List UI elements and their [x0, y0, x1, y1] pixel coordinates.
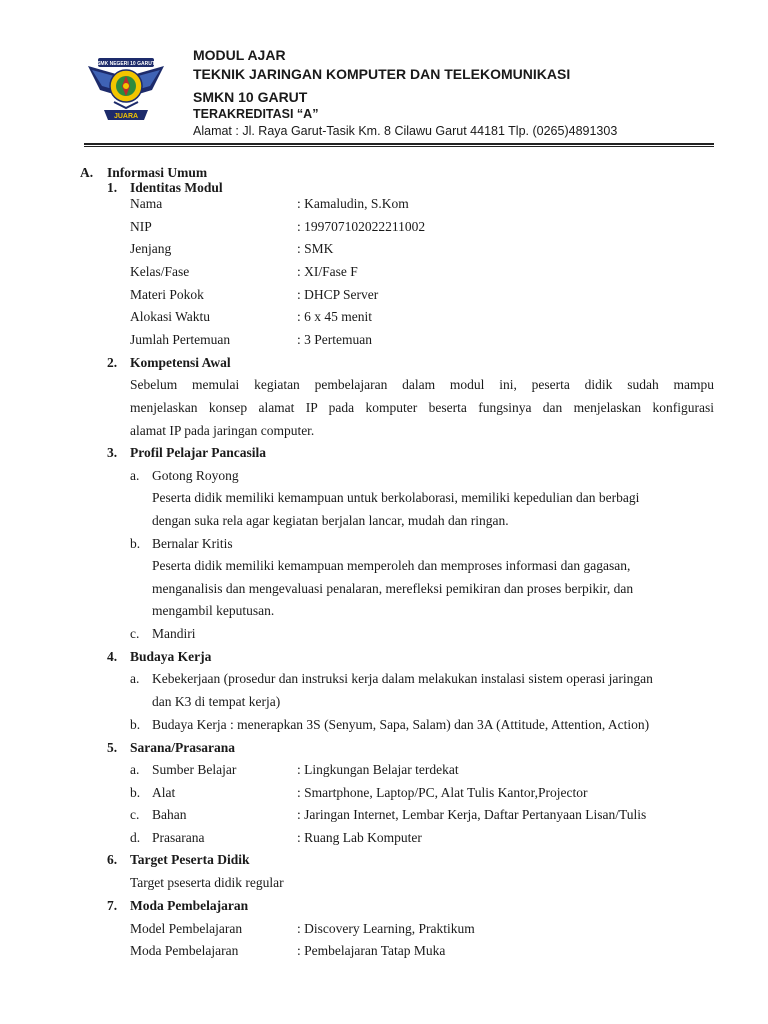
profil-item-line: dengan suka rela agar kegiatan berjalan lancar, mudah dan ringan.	[152, 513, 509, 528]
identitas-value: : 199707102022211002	[297, 219, 426, 234]
kompetensi-line: menjelaskan konsep alamat IP pada komputer beserta fungsinya dan menjelaskan konfigurasi	[130, 400, 714, 415]
sarana-item-label: Bahan	[152, 807, 187, 822]
identitas-value: : 3 Pertemuan	[297, 332, 372, 347]
header-accreditation: TERAKREDITASI “A”	[193, 107, 319, 121]
budaya-item-letter: b.	[130, 717, 141, 732]
sarana-item-label: Prasarana	[152, 830, 205, 845]
identitas-value: : SMK	[297, 241, 334, 256]
header-title: MODUL AJAR	[193, 47, 286, 63]
kompetensi-line: Sebelum memulai kegiatan pembelajaran dalam modul ini, peserta didik sudah mampu	[130, 377, 714, 392]
identitas-label: Alokasi Waktu	[130, 309, 211, 324]
sarana-item-letter: a.	[130, 762, 140, 777]
sarana-item-letter: c.	[130, 807, 140, 822]
profil-item-line: Peserta didik memiliki kemampuan memperoleh dan memproses informasi dan gagasan,	[152, 558, 631, 573]
sarana-number: 5.	[107, 740, 118, 755]
budaya-item-line: dan K3 di tempat kerja)	[152, 694, 281, 709]
kompetensi-line: alamat IP pada jaringan computer.	[130, 423, 315, 438]
moda-number: 7.	[107, 898, 118, 913]
identitas-number: 1.	[107, 180, 118, 195]
identitas-value: : 6 x 45 menit	[297, 309, 372, 324]
identitas-value: : Kamaludin, S.Kom	[297, 196, 409, 211]
budaya-item-letter: a.	[130, 671, 140, 686]
identitas-value: : XI/Fase F	[297, 264, 358, 279]
profil-item-label: Gotong Royong	[152, 468, 239, 483]
sarana-item-value: : Jaringan Internet, Lembar Kerja, Daftar Pertanyaan Lisan/Tulis	[297, 807, 647, 822]
school-logo	[86, 56, 166, 126]
identitas-label: Jenjang	[130, 241, 172, 256]
document-header	[0, 0, 768, 150]
budaya-item-line: Kebekerjaan (prosedur dan instruksi kerja dalam melakukan instalasi sistem operasi jaringan	[152, 671, 653, 686]
profil-title: Profil Pelajar Pancasila	[130, 445, 266, 460]
profil-item-line: menganalisis dan mengevaluasi penalaran, merefleksi pemikiran dan proses berpikir, dan	[152, 581, 634, 596]
sarana-item-letter: b.	[130, 785, 141, 800]
identitas-title: Identitas Modul	[130, 180, 223, 195]
identitas-label: Materi Pokok	[130, 287, 204, 302]
target-text: Target pseserta didik regular	[130, 875, 284, 890]
profil-item-label: Bernalar Kritis	[152, 536, 233, 551]
budaya-title: Budaya Kerja	[130, 649, 212, 664]
budaya-item-line: Budaya Kerja : menerapkan 3S (Senyum, Sapa, Salam) dan 3A (Attitude, Attention, Action)	[152, 717, 650, 732]
section-a-title: Informasi Umum	[107, 165, 208, 180]
budaya-number: 4.	[107, 649, 118, 664]
kompetensi-title: Kompetensi Awal	[130, 355, 231, 370]
sarana-item-label: Alat	[152, 785, 176, 800]
sarana-title: Sarana/Prasarana	[130, 740, 236, 755]
moda-title: Moda Pembelajaran	[130, 898, 249, 913]
sarana-item-value: : Lingkungan Belajar terdekat	[297, 762, 459, 777]
header-program: TEKNIK JARINGAN KOMPUTER DAN TELEKOMUNIKASI	[193, 66, 571, 82]
moda-label: Moda Pembelajaran	[130, 943, 239, 958]
logo-juara-text: JUARA	[113, 113, 139, 120]
sarana-item-letter: d.	[130, 830, 141, 845]
moda-label: Model Pembelajaran	[130, 921, 243, 936]
profil-item-letter: c.	[130, 626, 140, 641]
target-title: Target Peserta Didik	[130, 852, 250, 867]
logo-banner-text: SMK NEGERI 10 GARUT	[97, 61, 155, 67]
sarana-item-value: : Smartphone, Laptop/PC, Alat Tulis Kantor,Projector	[297, 785, 588, 800]
identitas-value: : DHCP Server	[297, 287, 379, 302]
identitas-label: Kelas/Fase	[130, 264, 190, 279]
identitas-label: NIP	[130, 219, 152, 234]
moda-value: : Discovery Learning, Praktikum	[297, 921, 475, 936]
profil-item-letter: a.	[130, 468, 140, 483]
identitas-label: Jumlah Pertemuan	[130, 332, 231, 347]
header-school: SMKN 10 GARUT	[193, 89, 308, 105]
kompetensi-number: 2.	[107, 355, 118, 370]
section-a-letter: A.	[80, 165, 94, 180]
profil-item-letter: b.	[130, 536, 141, 551]
sarana-item-value: : Ruang Lab Komputer	[297, 830, 422, 845]
moda-value: : Pembelajaran Tatap Muka	[297, 943, 446, 958]
header-divider	[84, 143, 714, 145]
profil-item-line: mengambil keputusan.	[152, 603, 275, 618]
header-divider-thin	[84, 146, 714, 147]
profil-item-label: Mandiri	[152, 626, 196, 641]
target-number: 6.	[107, 852, 118, 867]
profil-number: 3.	[107, 445, 118, 460]
profil-item-line: Peserta didik memiliki kemampuan untuk berkolaborasi, memiliki kepedulian dan berbagi	[152, 490, 640, 505]
header-address: Alamat : Jl. Raya Garut-Tasik Km. 8 Cilawu Garut 44181 Tlp. (0265)4891303	[193, 124, 618, 138]
sarana-item-label: Sumber Belajar	[152, 762, 237, 777]
identitas-label: Nama	[130, 196, 163, 211]
